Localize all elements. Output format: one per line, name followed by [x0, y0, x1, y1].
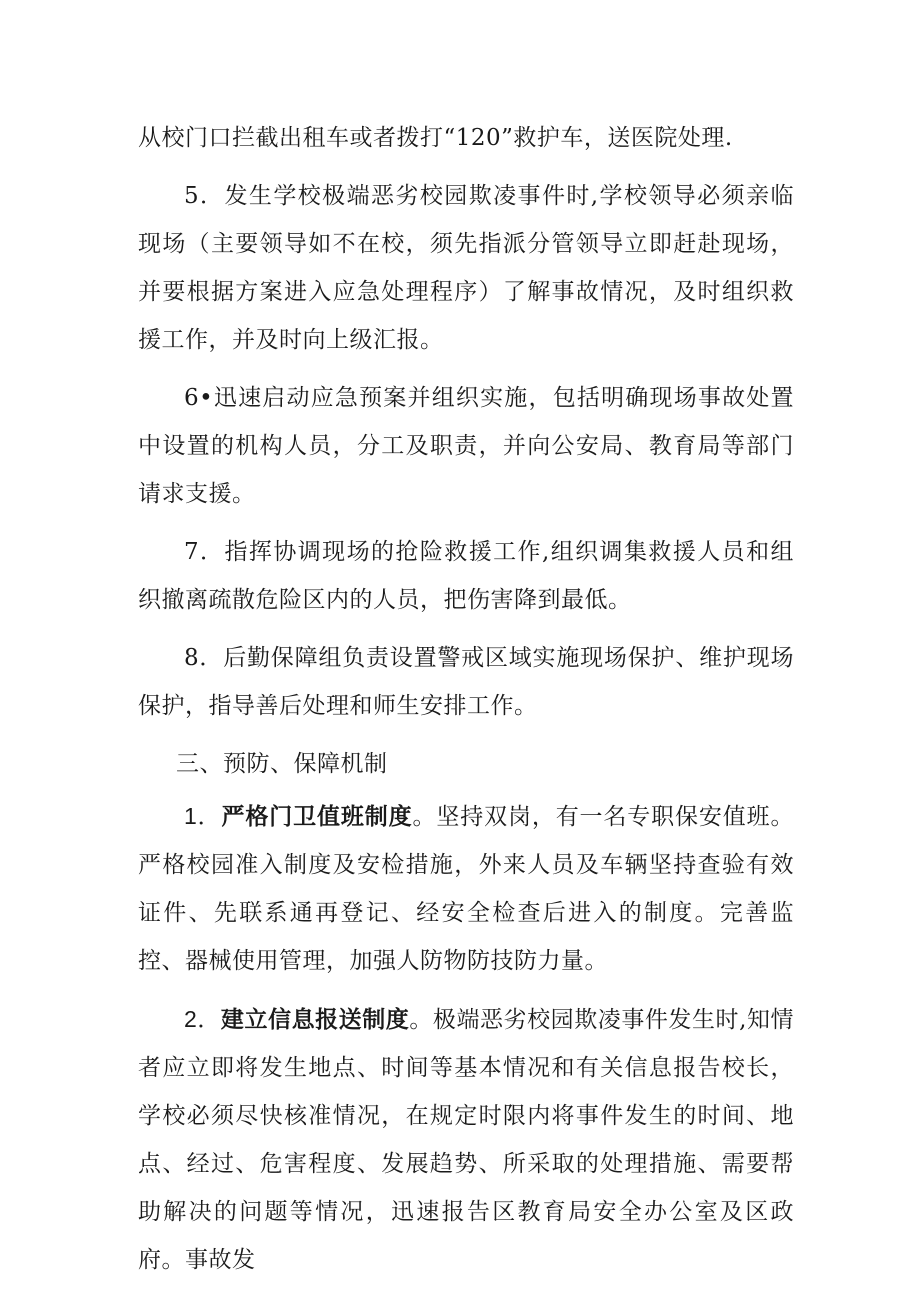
- paragraph-continuation: 从校门口拦截出租车或者拨打“120”救护车，送医院处理.: [138, 125, 733, 151]
- bold-term: 严格门卫值班制度: [221, 804, 413, 830]
- paragraph-item-5: 5．发生学校极端恶劣校园欺凌事件时,学校领导必须亲临现场（主要领导如不在校，须先指派分管领导立即赶赴现场，并要根据方案进入应急处理程序）了解事故情况，及时组织救援工作，并及时向上级汇报。: [138, 183, 794, 353]
- item-number: 1．: [184, 803, 222, 829]
- document-body: [138, 114, 794, 1294]
- paragraph-item-6: 6•迅速启动应急预案并组织实施，包括明确现场事故处置中设置的机构人员，分工及职责，并向公安局、教育局等部门请求支援。: [138, 385, 794, 507]
- paragraph-item-8: 8．后勤保障组负责设置警戒区域实施现场保护、维护现场保护，指导善后处理和师生安排工作。: [138, 645, 794, 719]
- item-number: 2．: [184, 1006, 221, 1032]
- paragraph-text: 。坚持双岗，有一名专职保安值班。严格校园准入制度及安检措施，外来人员及车辆坚持查验有效证件、先联系通再登记、经安全检查后进入的制度。完善监控、器械使用管理，加强人防物防技防力量。: [138, 804, 795, 974]
- paragraph-prevention-2: [138, 995, 794, 1284]
- paragraph-text: 。极端恶劣校园欺凌事件发生时,知情者应立即将发生地点、时间等基本情况和有关信息报告校长，学校必须尽快核准情况，在规定时限内将事件发生的时间、地点、经过、危害程度、发展趋势、所采取的处理措施、需要帮助解决的问题等情况，迅速报告区教育局安全办公室及区政府。事故发: [138, 1007, 795, 1273]
- paragraph-prevention-1: [138, 792, 794, 985]
- section-heading: 三、预防、保障机制: [176, 751, 388, 777]
- bold-term: 建立信息报送制度: [220, 1007, 410, 1033]
- paragraph-item-7: 7．指挥协调现场的抢险救援工作,组织调集救援人员和组织撤离疏散危险区内的人员，把伤害降到最低。: [138, 539, 794, 613]
